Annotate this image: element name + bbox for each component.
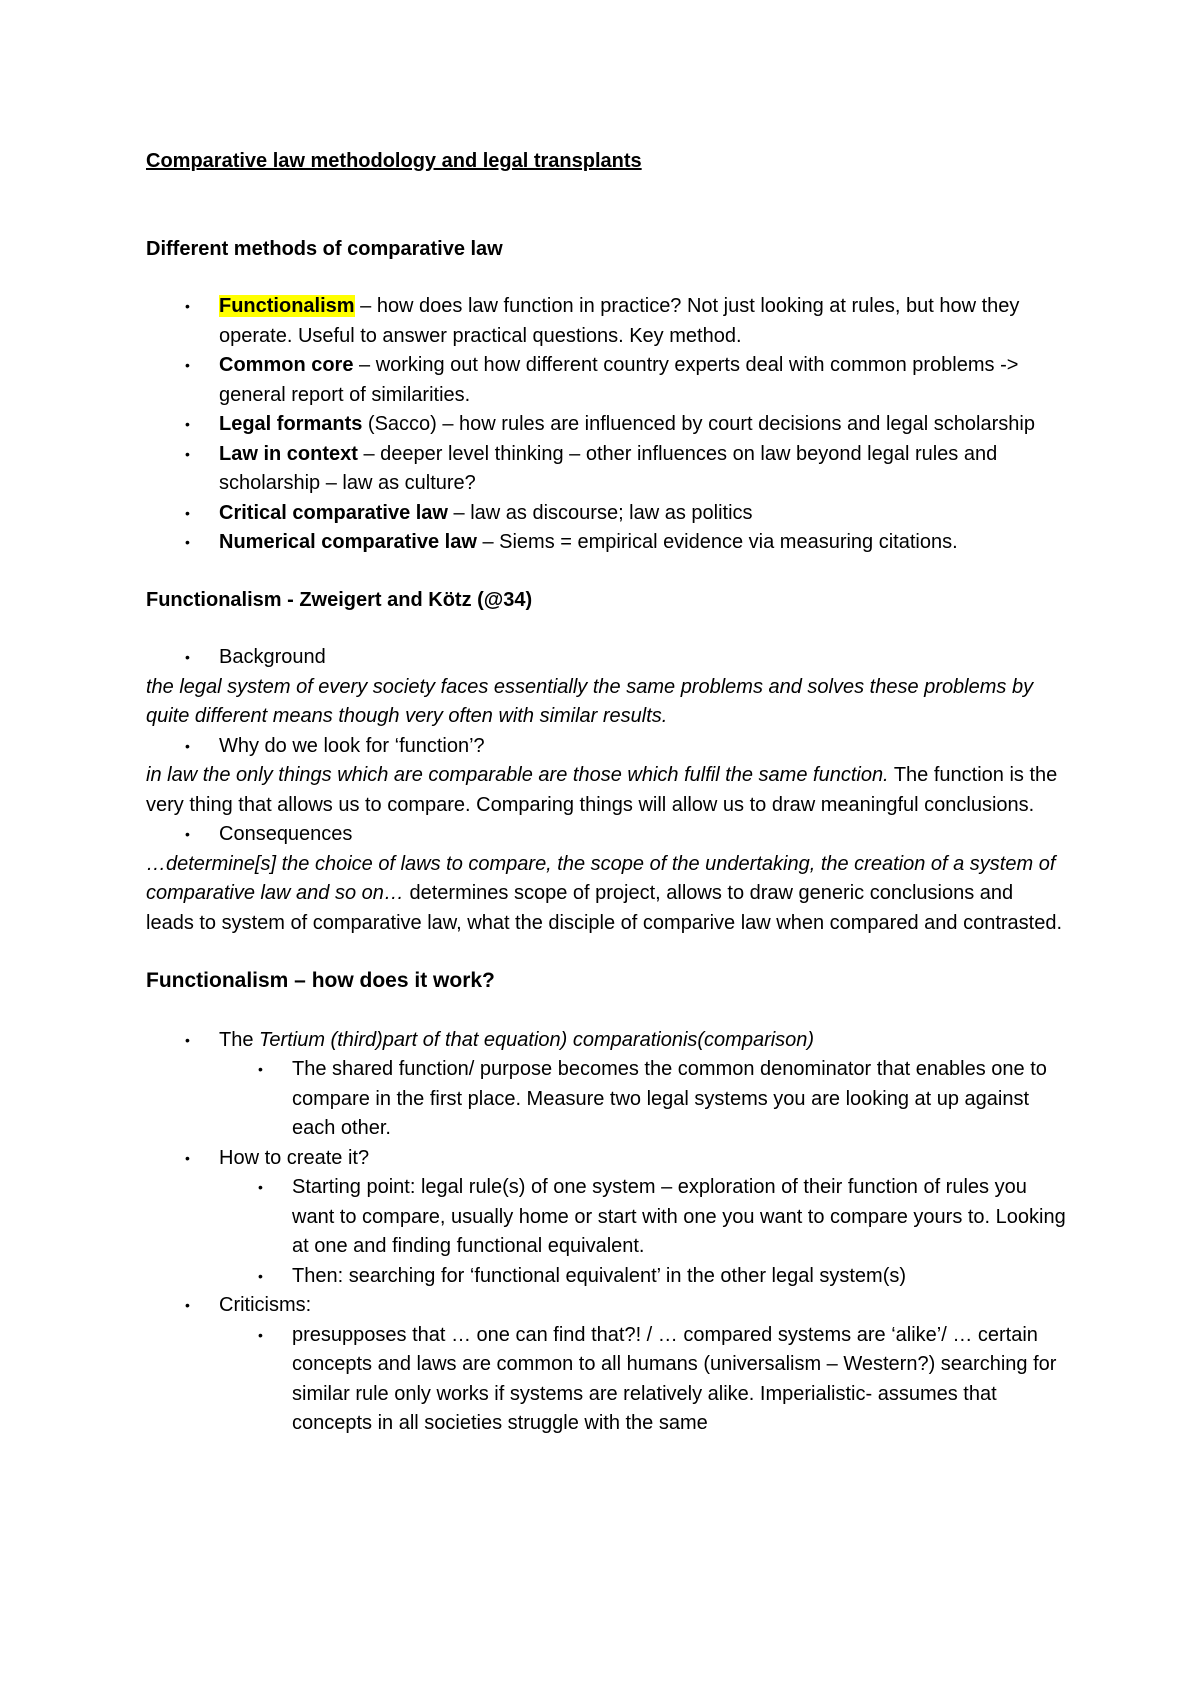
list-item [146,1026,1066,1056]
list-item [146,820,1066,850]
bullet-icon: • [258,1326,263,1343]
bullet-icon: • [185,298,190,314]
functionalism-list-cont [146,732,1066,762]
consequences-paragraph [146,850,1066,939]
criticisms-text: presupposes that … one can find that?! / … compared systems are ‘alike’/ … certain concepts and laws are common to all humans (universalism – Western?) searching for similar rule only works if systems are relatively alike. Imperialistic- assumes that concepts in all societies struggle with the same [292,1323,1057,1434]
tertium-description: The shared function/ purpose becomes the common denominator that enables one to compare in the first place. Measure two legal systems you are looking at up against each other. [292,1058,1047,1139]
list-item [146,440,1066,499]
document-title: Comparative law methodology and legal transplants [146,150,642,172]
sub-list-item [146,1055,1066,1144]
method-description: – Siems = empirical evidence via measuring citations. [476,531,958,553]
bullet-icon: • [185,416,190,432]
functionalism-list [146,643,1066,673]
bullet-icon: • [185,1297,190,1313]
bullet-icon: • [258,1267,263,1284]
method-term: Law in context [219,442,358,465]
bullet-icon: • [185,357,190,373]
bullet-icon: • [185,504,190,521]
method-description: – how does law function in practice? Not just looking at rules, but how they operate. Useful to answer practical questions. Key method. [219,295,1020,347]
list-item [146,499,1066,529]
list-item [146,528,1066,558]
list-item [146,1144,1066,1174]
list-item [146,1291,1066,1321]
tertium-term: Tertium (third)part of that equation) comparationis(comparison) [259,1028,815,1051]
method-description: (Sacco) – how rules are influenced by court decisions and legal scholarship [362,413,1035,435]
method-description: – law as discourse; law as politics [447,501,753,524]
how-it-works-list [146,1026,1066,1439]
bullet-icon: • [185,737,190,754]
bullet-icon: • [185,1031,190,1048]
functionalism-list-cont2 [146,820,1066,850]
bullet-icon: • [185,445,190,462]
methods-list [146,292,1066,558]
bullet-icon: • [185,649,190,665]
bullet-icon: • [185,1149,190,1166]
consequences-quote: …determine[s] the choice of laws to compare, the scope of the undertaking, the creation of a system of comparative law and so on… [146,852,1056,904]
method-description: – deeper level thinking – other influences on law beyond legal rules and scholarship – law as culture? [219,442,998,494]
create-label: How to create it? [219,1146,370,1169]
sub-list-item [146,1321,1066,1439]
background-quote: the legal system of every society faces essentially the same problems and solves these problems by quite different means though very often with similar results. [146,675,1034,727]
why-quote: in law the only things which are comparable are those which fulfil the same function. [146,764,889,786]
criticisms-label: Criticisms: [219,1294,312,1316]
section-heading-zweigert-kotz: Functionalism - Zweigert and Kötz (@34) [146,588,533,611]
list-item [146,292,1066,351]
list-item [146,643,1066,673]
consequences-label: Consequences [219,823,353,845]
list-item [146,410,1066,440]
method-term-highlighted: Functionalism [219,295,355,317]
document-body [146,147,1066,1439]
bullet-icon: • [185,826,190,842]
bullet-icon: • [185,534,190,550]
bullet-icon: • [258,1061,263,1077]
consequences-text: determines scope of project, allows to draw generic conclusions and leads to system of comparative law, what the disciple of comparive law when compared and contrasted. [146,882,1063,934]
bullet-icon: • [258,1179,263,1195]
why-label: Why do we look for ‘function’? [219,734,485,757]
method-term: Legal formants [219,413,363,435]
tertium-prefix: The [219,1028,260,1051]
section-heading-methods: Different methods of comparative law [146,237,503,260]
create-step-1: Starting point: legal rule(s) of one system – exploration of their function of rules you want to compare, usually home or start with one you want to compare yours to. Looking at one and finding functional equivalent. [292,1176,1066,1257]
method-term: Numerical comparative law [219,531,477,553]
create-step-2: Then: searching for ‘functional equivalent’ in the other legal system(s) [292,1264,907,1287]
list-item [146,351,1066,410]
list-item [146,732,1066,762]
sub-list-item [146,1173,1066,1262]
method-term: Critical comparative law [219,501,448,524]
why-text: The function is the very thing that allows us to compare. Comparing things will allow us to draw meaningful conclusions. [146,764,1058,816]
section-heading-how-it-works: Functionalism – how does it work? [146,969,495,992]
why-paragraph [146,761,1066,820]
sub-list-item [146,1262,1066,1292]
background-label: Background [219,646,326,668]
method-term: Common core [219,354,354,376]
method-description: – working out how different country experts deal with common problems -> general report of similarities. [219,354,1019,406]
